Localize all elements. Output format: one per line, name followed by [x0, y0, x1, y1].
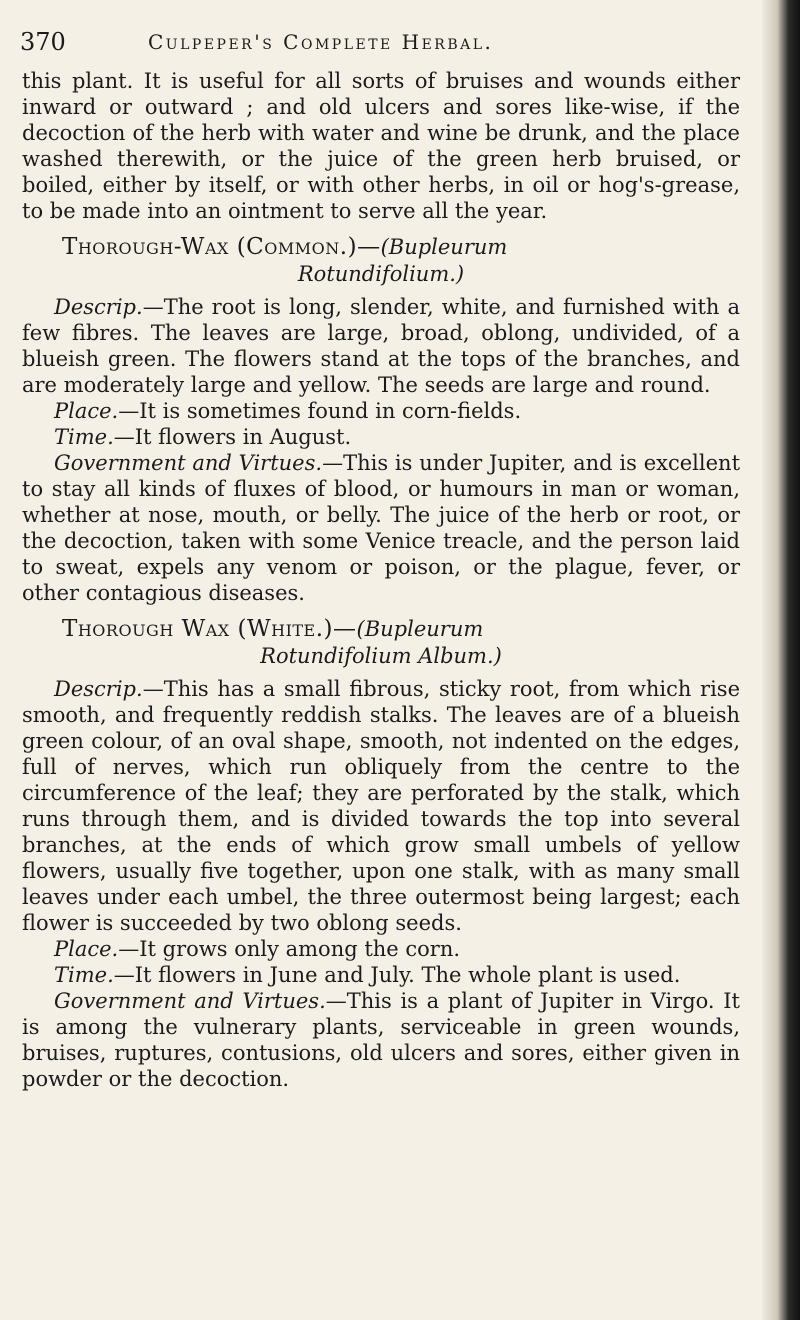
description-label: Descrip.	[54, 295, 143, 319]
place-paragraph	[22, 398, 740, 424]
description-text: —This has a small fibrous, sticky root, from which rise smooth, and frequently reddish stalks. The leaves are of a blueish green colour, of an oval shape, smooth, not indented on the edges, full of nerves, which run obliquely from the centre to the circumference of the leaf; they are perforated by the stalk, which runs through them, and is divided towards the top into several branches, at the ends of which grow small umbels of yellow flowers, usually five together, upon one stalk, with as many small leaves under each umbel, the three outermost being largest; each flower is succeeded by two oblong seeds.	[22, 677, 740, 935]
time-paragraph	[22, 962, 740, 988]
entry-heading: Thorough-Wax (Common.)—(Bupleurum	[62, 234, 508, 260]
page-header	[20, 22, 735, 62]
government-label: Government and Virtues.	[54, 989, 326, 1013]
place-text: —It grows only among the corn.	[118, 937, 461, 961]
time-paragraph	[22, 424, 740, 450]
book-binding-edge	[762, 0, 800, 1320]
page-body	[22, 68, 740, 1092]
place-paragraph	[22, 936, 740, 962]
description-text: —The root is long, slender, white, and furnished with a few fibres. The leaves are large, broad, oblong, undivided, of a blueish green. The flowers stand at the tops of the branches, and are moderately large and yellow. The seeds are large and round.	[22, 295, 740, 397]
government-paragraph	[22, 450, 740, 606]
entry-heading: Thorough Wax (White.)—(Bupleurum	[62, 616, 484, 642]
government-text: —This is a plant of Jupiter in Virgo. It is among the vulnerary plants, serviceable in green wounds, bruises, ruptures, contusions, old ulcers and sores, either given in powder or the decoction.	[22, 989, 740, 1091]
entry-title: Thorough-Wax (Common.)	[62, 234, 358, 260]
place-label: Place.	[54, 937, 119, 961]
page-number: 370	[20, 28, 66, 56]
time-text: —It flowers in August.	[113, 425, 352, 449]
entry-latin-name: (Bupleurum	[356, 617, 484, 641]
entry-title: Thorough Wax (White.)	[62, 616, 334, 642]
government-text: —This is under Jupiter, and is excellent to stay all kinds of fluxes of blood, or humours in man or woman, whether at nose, mouth, or belly. The juice of the herb or root, or the decoction, taken with some Venice treacle, and the person laid to sweat, expels any venom or poison, or the plague, fever, or other contagious diseases.	[22, 451, 741, 605]
time-label: Time.	[54, 963, 114, 987]
government-paragraph	[22, 988, 740, 1092]
place-label: Place.	[54, 399, 119, 423]
time-text: —It flowers in June and July. The whole plant is used.	[113, 963, 681, 987]
description-paragraph	[22, 294, 740, 398]
description-label: Descrip.	[54, 677, 143, 701]
entry-latin-name-cont: Rotundifolium Album.)	[260, 644, 502, 668]
government-label: Government and Virtues.	[54, 451, 323, 475]
entry-latin-name: (Bupleurum	[380, 235, 508, 259]
entry-white-thorough-wax	[22, 616, 740, 1092]
entry-common-thorough-wax	[22, 234, 740, 606]
place-text: —It is sometimes found in corn-fields.	[118, 399, 522, 423]
running-title: Culpeper's Complete Herbal.	[148, 30, 494, 54]
description-paragraph	[22, 676, 740, 936]
time-label: Time.	[54, 425, 114, 449]
intro-paragraph: this plant. It is useful for all sorts of bruises and wounds either inward or outward ; and old ulcers and sores like-wise, if the decoction of the herb with water and wine be drunk, and the place washed therewith, or the juice of the green herb bruised, or boiled, either by itself, or with other herbs, in oil or hog's-grease, to be made into an ointment to serve all the year.	[22, 69, 740, 223]
entry-latin-name-cont: Rotundifolium.)	[297, 262, 465, 286]
